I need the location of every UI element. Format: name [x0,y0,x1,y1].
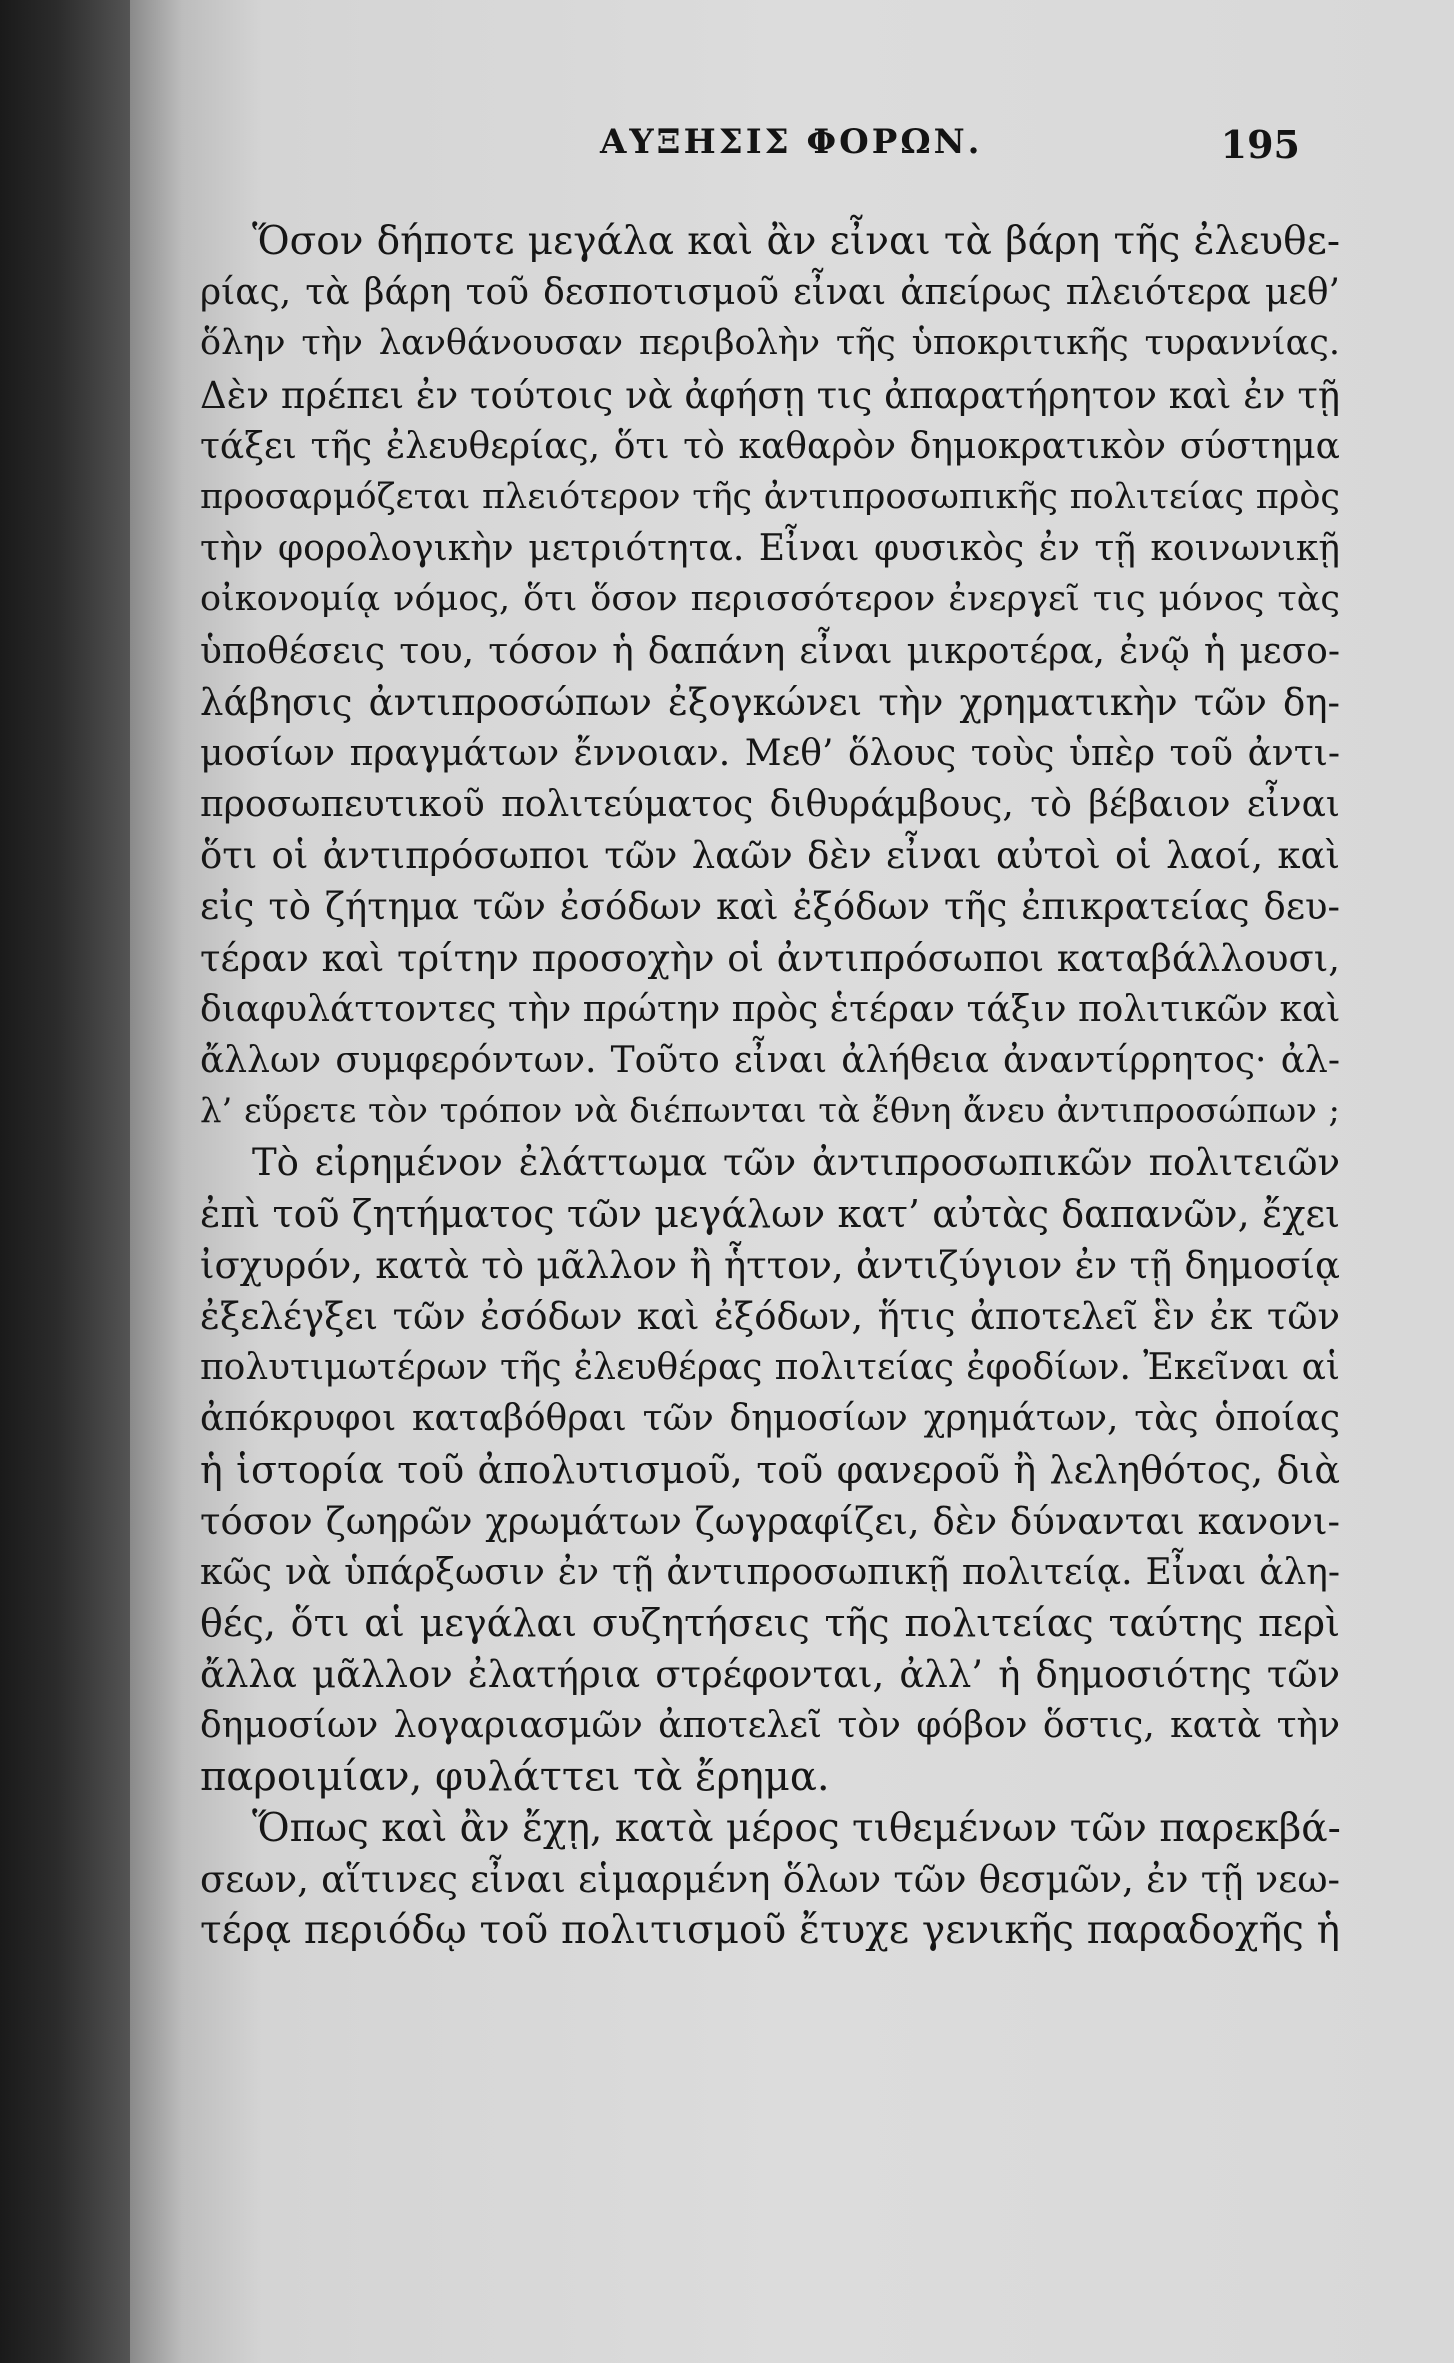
text-line: οἰκονομίᾳ νόμος, ὅτι ὅσον περισσότερον ἐνεργεῖ τις μόνος τὰς [200,579,1340,620]
text-line: ἐπὶ τοῦ ζητήματος τῶν μεγάλων κατ’ αὐτὰς δαπανῶν, ἔχει [200,1191,1340,1236]
text-line: ὅτι οἱ ἀντιπρόσωποι τῶν λαῶν δὲν εἶναι αὐτοὶ οἱ λαοί, καὶ [200,834,1340,878]
text-line: τὴν φορολογικὴν μετριότητα. Εἶναι φυσικὸς ἐν τῇ κοινωνικῇ [200,528,1340,570]
page-number: 195 [1220,122,1300,167]
text-line: προσωπευτικοῦ πολιτεύματος διθυράμβους, τὸ βέβαιον εἶναι [200,784,1340,826]
text-line: ἄλλων συμφερόντων. Τοῦτο εἶναι ἀλήθεια ἀναντίρρητος· ἀλ- [200,1040,1340,1081]
page-header [470,122,1300,182]
text-line: πολυτιμωτέρων τῆς ἐλευθέρας πολιτείας ἐφοδίων. Ἐκεῖναι αἱ [200,1347,1340,1389]
text-line: ἀπόκρυφοι καταβόθραι τῶν δημοσίων χρημάτων, τὰς ὁποίας [200,1398,1340,1440]
text-line: Τὸ εἰρημένον ἐλάττωμα τῶν ἀντιπροσωπικῶν πολιτειῶν [252,1141,1340,1185]
text-line: ἡ ἱστορία τοῦ ἀπολυτισμοῦ, τοῦ φανεροῦ ἢ λεληθότος, διὰ [200,1447,1340,1492]
text-line: τάξει τῆς ἐλευθερίας, ὅτι τὸ καθαρὸν δημοκρατικὸν σύστημα [200,425,1340,467]
text-line: δημοσίων λογαριασμῶν ἀποτελεῖ τὸν φόβον ὅστις, κατὰ τὴν [200,1705,1340,1747]
text-line: τόσον ζωηρῶν χρωμάτων ζωγραφίζει, δὲν δύνανται κανονι- [200,1499,1340,1543]
text-line: παροιμίαν, φυλάττει τὰ ἔρημα. [200,1753,830,1800]
text-line: λ’ εὕρετε τὸν τρόπον νὰ διέπωνται τὰ ἔθνη ἄνευ ἀντιπροσώπων ; [200,1091,1340,1132]
text-line: προσαρμόζεται πλειότερον τῆς ἀντιπροσωπικῆς πολιτείας πρὸς [200,476,1340,517]
running-head: ΑΥΞΗΣΙΣ ΦΟΡΩΝ. [600,122,983,162]
text-line: τέρᾳ περιόδῳ τοῦ πολιτισμοῦ ἔτυχε γενικῆς παραδοχῆς ἡ [200,1908,1340,1954]
text-line: ἰσχυρόν, κατὰ τὸ μᾶλλον ἢ ἧττον, ἀντιζύγιον ἐν τῇ δημοσίᾳ [200,1243,1340,1287]
text-line: ἄλλα μᾶλλον ἐλατήρια στρέφονται, ἀλλ’ ἡ δημοσιότης τῶν [200,1653,1340,1697]
text-line: ὑποθέσεις του, τόσον ἡ δαπάνη εἶναι μικροτέρα, ἐνῷ ἡ μεσο- [200,630,1340,672]
text-line: κῶς νὰ ὑπάρξωσιν ἐν τῇ ἀντιπροσωπικῇ πολιτείᾳ. Εἶναι ἀλη- [200,1551,1340,1593]
text-line: λάβησις ἀντιπροσώπων ἐξογκώνει τὴν χρηματικὴν τῶν δη- [200,680,1340,724]
text-line: Ὅπως καὶ ἂν ἔχῃ, κατὰ μέρος τιθεμένων τῶν παρεκβά- [252,1805,1341,1851]
body-text [200,216,1340,1956]
text-line: τέραν καὶ τρίτην προσοχὴν οἱ ἀντιπρόσωποι καταβάλλουσι, [200,936,1340,980]
text-line: μοσίων πραγμάτων ἔννοιαν. Μεθ’ ὅλους τοὺς ὑπὲρ τοῦ ἀντι- [200,732,1340,774]
text-line: ρίας, τὰ βάρη τοῦ δεσποτισμοῦ εἶναι ἀπείρως πλειότερα μεθ’ [200,272,1340,314]
book-spine [0,0,140,2363]
text-line: σεων, αἵτινες εἶναι εἱμαρμένη ὅλων τῶν θεσμῶν, ἐν τῇ νεω- [200,1858,1340,1901]
text-line: Ὅσον δήποτε μεγάλα καὶ ἂν εἶναι τὰ βάρη τῆς ἐλευθε- [252,219,1340,264]
text-line: θές, ὅτι αἱ μεγάλαι συζητήσεις τῆς πολιτείας ταύτης περὶ [200,1601,1340,1646]
text-line: εἰς τὸ ζήτημα τῶν ἐσόδων καὶ ἐξόδων τῆς ἐπικρατείας δευ- [200,885,1340,929]
text-line: ἐξελέγξει τῶν ἐσόδων καὶ ἐξόδων, ἥτις ἀποτελεῖ ἓν ἐκ τῶν [200,1294,1340,1338]
text-line: Δὲν πρέπει ἐν τούτοις νὰ ἀφήσῃ τις ἀπαρατήρητον καὶ ἐν τῇ [200,373,1340,417]
text-line: ὅλην τὴν λανθάνουσαν περιβολὴν τῆς ὑποκριτικῆς τυραννίας. [200,323,1340,364]
text-line: διαφυλάττοντες τὴν πρώτην πρὸς ἑτέραν τάξιν πολιτικῶν καὶ [200,988,1341,1030]
